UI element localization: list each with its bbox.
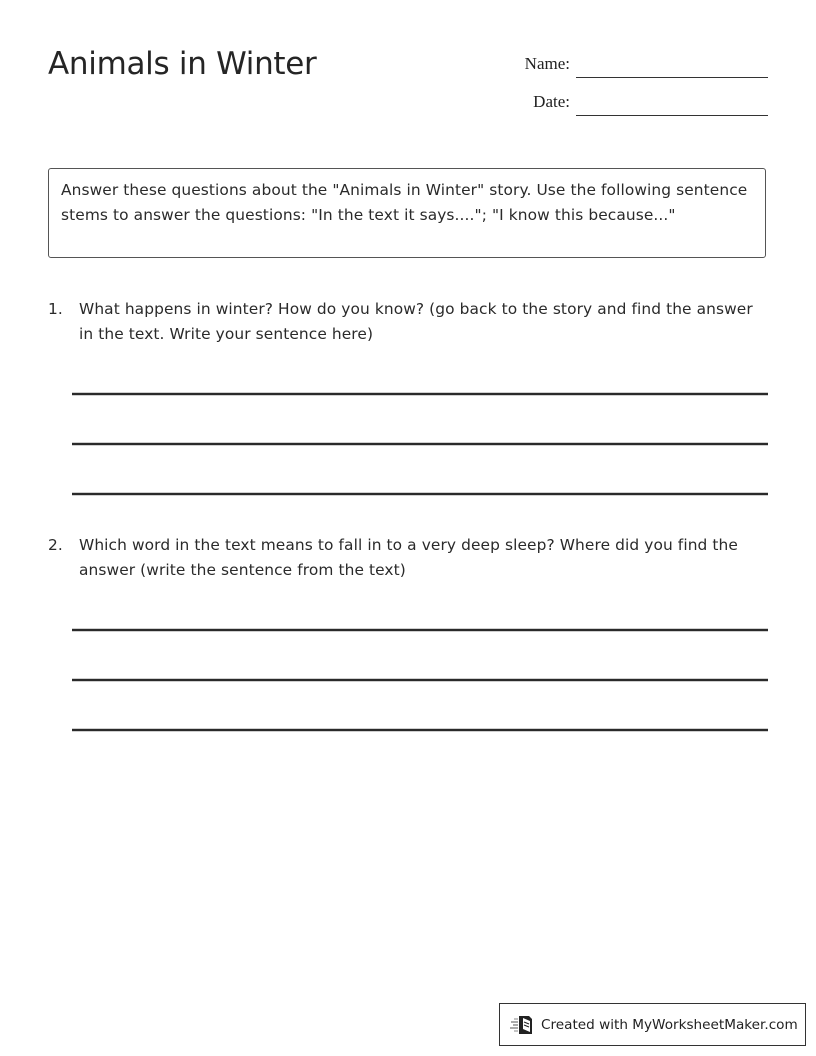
name-label: Name: xyxy=(524,54,570,73)
question-text: Which word in the text means to fall in to a very deep sleep? Where did you find the answer (write the sentence from the text) xyxy=(79,536,738,579)
worksheet-title: Animals in Winter xyxy=(48,46,317,82)
date-field[interactable] xyxy=(576,115,768,116)
question-number: 2. xyxy=(48,536,63,554)
name-field[interactable] xyxy=(576,77,768,78)
footer-badge[interactable] xyxy=(499,1003,806,1046)
footer-text: Created with MyWorksheetMaker.com xyxy=(541,1016,798,1033)
question-number: 1. xyxy=(48,300,63,318)
instructions-box xyxy=(48,168,766,258)
worksheet-maker-logo-icon xyxy=(510,1014,534,1036)
answer-line-1-3[interactable] xyxy=(72,493,768,495)
answer-line-2-3[interactable] xyxy=(72,729,768,731)
answer-line-1-2[interactable] xyxy=(72,443,768,445)
instructions-text: Answer these questions about the "Animals in Winter" story. Use the following sentence stems to answer the questions: "In the text it says...."; "I know this because..." xyxy=(61,181,748,224)
answer-line-2-2[interactable] xyxy=(72,679,768,681)
answer-line-1-1[interactable] xyxy=(72,393,768,395)
answer-line-2-1[interactable] xyxy=(72,629,768,631)
date-label: Date: xyxy=(533,92,570,111)
question-text: What happens in winter? How do you know? (go back to the story and find the answer in the text. Write your sentence here) xyxy=(79,300,753,343)
